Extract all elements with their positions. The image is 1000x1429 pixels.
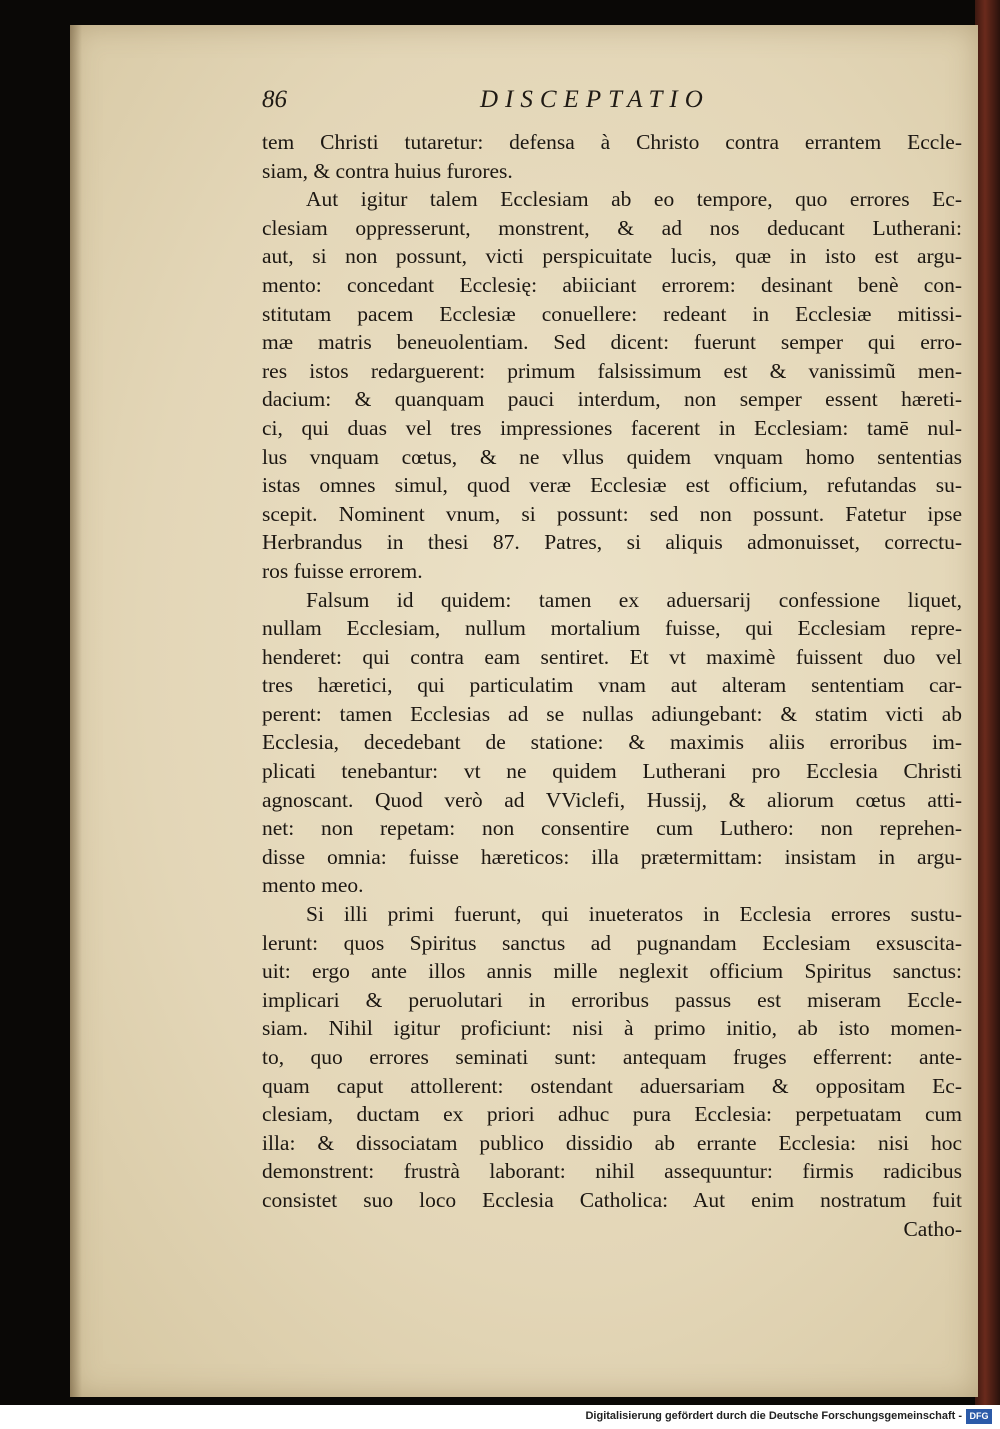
text-line: nullam Ecclesiam, nullum mortalium fuisse, qui Ecclesiam repre- bbox=[262, 616, 962, 641]
page-number: 86 bbox=[262, 86, 287, 113]
text-line: tres hæretici, qui particulatim vnam aut alteram sententiam car- bbox=[262, 673, 962, 698]
text-line: henderet: qui contra eam sentiret. Et vt maximè fuissent duo vel bbox=[262, 644, 962, 669]
text-line: scepit. Nominent vnum, si possunt: sed non possunt. Fatetur ipse bbox=[262, 501, 962, 526]
text-line: tem Christi tutaretur: defensa à Christo contra errantem Eccle- bbox=[262, 130, 962, 154]
text-line: consistet suo loco Ecclesia Catholica: Aut enim nostratum fuit bbox=[262, 1187, 962, 1212]
text-line: ci, qui duas vel tres impressiones facerent in Ecclesiam: tamē nul- bbox=[262, 415, 962, 440]
text-line: perent: tamen Ecclesias ad se nullas adiungebant: & statim victi ab bbox=[262, 701, 962, 726]
text-line: implicari & peruolutari in erroribus passus est miseram Eccle- bbox=[262, 987, 962, 1012]
text-line: mento meo. bbox=[262, 873, 364, 898]
text-line: mæ matris beneuolentiam. Sed dicent: fuerunt semper qui erro- bbox=[262, 330, 962, 355]
text-line: stitutam pacem Ecclesiæ conuellere: redeant in Ecclesiæ mitissi- bbox=[262, 301, 962, 326]
text-line: illa: & dissociatam publico dissidio ab errante Ecclesia: nisi hoc bbox=[262, 1130, 962, 1155]
footer-bar bbox=[0, 1405, 1000, 1429]
catchword: Catho- bbox=[903, 1216, 962, 1241]
text-line: ros fuisse errorem. bbox=[262, 558, 423, 583]
text-line: net: non repetam: non consentire cum Luthero: non reprehen- bbox=[262, 816, 962, 841]
page-gutter-shadow bbox=[70, 25, 82, 1397]
text-line: Herbrandus in thesi 87. Patres, si aliquis admonuisset, correctu- bbox=[262, 530, 962, 555]
text-line: aut, si non possunt, victi perspicuitate lucis, quæ in isto est argu- bbox=[262, 244, 962, 269]
body-text bbox=[262, 128, 962, 1243]
text-line: Si illi primi fuerunt, qui inueteratos in Ecclesia errores sustu- bbox=[306, 902, 962, 927]
dfg-logo-icon: DFG bbox=[966, 1409, 992, 1424]
text-line: dacium: & quanquam pauci interdum, non semper essent hæreti- bbox=[262, 387, 962, 412]
page-header bbox=[262, 86, 962, 122]
text-line: siam, & contra huius furores. bbox=[262, 158, 513, 183]
text-line: res istos redarguerent: primum falsissimum est & vanissimũ men- bbox=[262, 358, 962, 383]
text-line: lus vnquam cœtus, & ne vllus quidem vnquam homo sententias bbox=[262, 444, 962, 469]
text-line: uit: ergo ante illos annis mille neglexit officium Spiritus sanctus: bbox=[262, 959, 962, 984]
text-line: Falsum id quidem: tamen ex aduersarij confessione liquet, bbox=[306, 587, 962, 612]
text-line: quam caput attollerent: ostendant aduersariam & oppositam Ec- bbox=[262, 1073, 962, 1098]
text-line: clesiam oppresserunt, monstrent, & ad nos deducant Lutherani: bbox=[262, 215, 962, 240]
running-title: DISCEPTATIO bbox=[480, 86, 710, 113]
text-line: mento: concedant Ecclesię: abiiciant errorem: desinant benè con- bbox=[262, 272, 962, 297]
text-line: clesiam, ductam ex priori adhuc pura Ecclesia: perpetuatam cum bbox=[262, 1102, 962, 1127]
text-line: to, quo errores seminati sunt: antequam fruges efferrent: ante- bbox=[262, 1045, 962, 1069]
funding-credit: Digitalisierung gefördert durch die Deutsche Forschungsgemeinschaft - bbox=[585, 1410, 962, 1422]
text-line: siam. Nihil igitur proficiunt: nisi à primo initio, ab isto momen- bbox=[262, 1016, 962, 1041]
text-line: plicati tenebantur: vt ne quidem Lutherani pro Ecclesia Christi bbox=[262, 759, 962, 784]
text-line: Aut igitur talem Ecclesiam ab eo tempore, quo errores Ec- bbox=[306, 187, 962, 212]
book-spine-edge bbox=[975, 0, 1000, 1405]
text-line: disse omnia: fuisse hæreticos: illa prætermittam: insistam in argu- bbox=[262, 844, 962, 869]
text-line: agnoscant. Quod verò ad VViclefi, Hussij, & aliorum cœtus atti- bbox=[262, 787, 962, 812]
text-line: istas omnes simul, quod veræ Ecclesiæ est officium, refutandas su- bbox=[262, 473, 962, 498]
text-line: lerunt: quos Spiritus sanctus ad pugnandam Ecclesiam exsuscita- bbox=[262, 930, 962, 955]
text-line: Ecclesia, decedebant de statione: & maximis aliis erroribus im- bbox=[262, 730, 962, 755]
text-line: demonstrent: frustrà laborant: nihil assequuntur: firmis radicibus bbox=[262, 1159, 962, 1184]
